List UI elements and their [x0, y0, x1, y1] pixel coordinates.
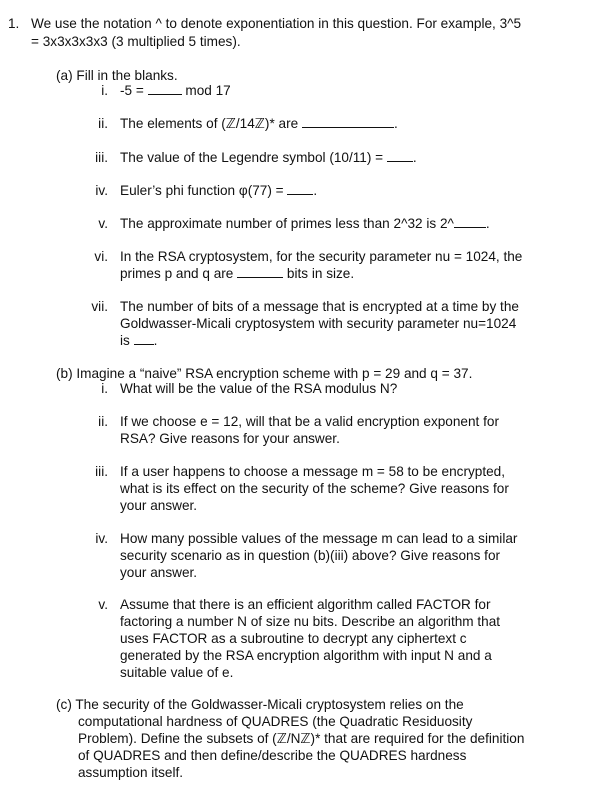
part-a-item-iii: [120, 150, 417, 166]
part-b-heading: (b) Imagine a “naive” RSA encryption scheme with p = 29 and q = 37.: [56, 366, 473, 381]
part-c-line-5: assumption itself.: [78, 765, 184, 780]
part-a-item-iv: [120, 183, 317, 199]
answer-blank[interactable]: [134, 333, 154, 345]
answer-blank[interactable]: [237, 266, 283, 278]
part-b-item-ii-line-2: RSA? Give reasons for your answer.: [120, 431, 340, 446]
part-c-line-4: of QUADRES and then define/describe the QUADRES hardness: [78, 748, 467, 763]
item-text: .: [313, 183, 318, 198]
part-c-line-3: Problem). Define the subsets of (ℤ/Nℤ)* that are required for the definition: [78, 731, 525, 746]
item-text: .: [412, 150, 417, 165]
item-text: The value of the Legendre symbol (10/11) =: [120, 150, 384, 165]
part-a-item-number: iv.: [95, 183, 108, 198]
part-a-item-i: [120, 83, 231, 99]
part-a-item-vii-line-3: [120, 333, 157, 349]
part-b-item-iii-line-1: If a user happens to choose a message m = 58 to be encrypted,: [120, 464, 506, 479]
item-text: The approximate number of primes less than 2^32 is 2^: [120, 216, 454, 231]
answer-blank[interactable]: [454, 216, 486, 228]
item-text: .: [393, 116, 398, 131]
question-intro-line-1: We use the notation ^ to denote exponentiation in this question. For example, 3^5: [31, 16, 522, 31]
item-text: The elements of (ℤ/14ℤ)* are: [120, 116, 299, 131]
part-b-item-iv-line-1: How many possible values of the message m can lead to a similar: [120, 531, 518, 546]
question-intro-line-2: = 3x3x3x3x3 (3 multiplied 5 times).: [31, 34, 241, 49]
item-text: .: [485, 216, 490, 231]
part-a-item-number: i.: [101, 83, 108, 98]
part-b-item-iii-line-3: your answer.: [120, 498, 198, 513]
part-b-item-v-line-1: Assume that there is an efficient algorithm called FACTOR for: [120, 597, 491, 612]
part-a-item-vii-line-1: The number of bits of a message that is encrypted at a time by the: [120, 299, 519, 314]
part-b-item-number: iv.: [95, 531, 108, 546]
part-a-item-vi-line-1: In the RSA cryptosystem, for the security parameter nu = 1024, the: [120, 249, 523, 264]
part-a-item-number: vii.: [91, 299, 108, 314]
item-text: is: [120, 333, 130, 348]
part-b-item-iv-line-3: your answer.: [120, 565, 198, 580]
answer-blank[interactable]: [148, 83, 182, 95]
item-text: mod 17: [185, 83, 231, 98]
part-b-item-v-line-5: suitable value of e.: [120, 665, 234, 680]
answer-blank[interactable]: [302, 116, 394, 128]
part-a-item-number: ii.: [98, 116, 108, 131]
part-a-item-number: vi.: [94, 249, 108, 264]
part-b-item-v-line-2: factoring a number N of size nu bits. Describe an algorithm that: [120, 614, 501, 629]
item-text: -5 =: [120, 83, 144, 98]
part-b-item-number: iii.: [95, 464, 108, 479]
answer-blank[interactable]: [287, 183, 313, 195]
part-b-item-v-line-3: uses FACTOR as a subroutine to decrypt any ciphertext c: [120, 631, 467, 646]
item-text: bits in size.: [286, 266, 355, 281]
part-b-item-v-line-4: generated by the RSA encryption algorithm with input N and a: [120, 648, 492, 663]
part-b-item-iv-line-2: security scenario as in question (b)(iii) above? Give reasons for: [120, 548, 501, 563]
part-c-line-1: (c) The security of the Goldwasser-Micali cryptosystem relies on the: [56, 697, 464, 712]
part-b-item-number: i.: [101, 381, 108, 396]
part-b-item-iii-line-2: what is its effect on the security of the scheme? Give reasons for: [120, 481, 509, 496]
part-a-item-vi-line-2: [120, 266, 354, 282]
answer-blank[interactable]: [387, 150, 413, 162]
part-a-item-ii: [120, 116, 398, 132]
item-text: .: [153, 333, 158, 348]
question-number: 1.: [8, 16, 20, 31]
part-c-line-2: computational hardness of QUADRES (the Quadratic Residuosity: [78, 714, 473, 729]
part-a-item-number: iii.: [95, 150, 108, 165]
item-text: primes p and q are: [120, 266, 234, 281]
part-a-item-v: [120, 216, 490, 232]
part-b-item-ii-line-1: If we choose e = 12, will that be a valid encryption exponent for: [120, 414, 499, 429]
part-a-item-number: v.: [98, 216, 108, 231]
part-b-item-number: v.: [98, 597, 108, 612]
part-a-item-vii-line-2: Goldwasser-Micali cryptosystem with security parameter nu=1024: [120, 316, 517, 331]
part-a-heading: (a) Fill in the blanks.: [56, 68, 178, 83]
part-b-item-number: ii.: [98, 414, 108, 429]
part-b-item-i-line-1: What will be the value of the RSA modulus N?: [120, 381, 398, 396]
item-text: Euler’s phi function φ(77) =: [120, 183, 284, 198]
